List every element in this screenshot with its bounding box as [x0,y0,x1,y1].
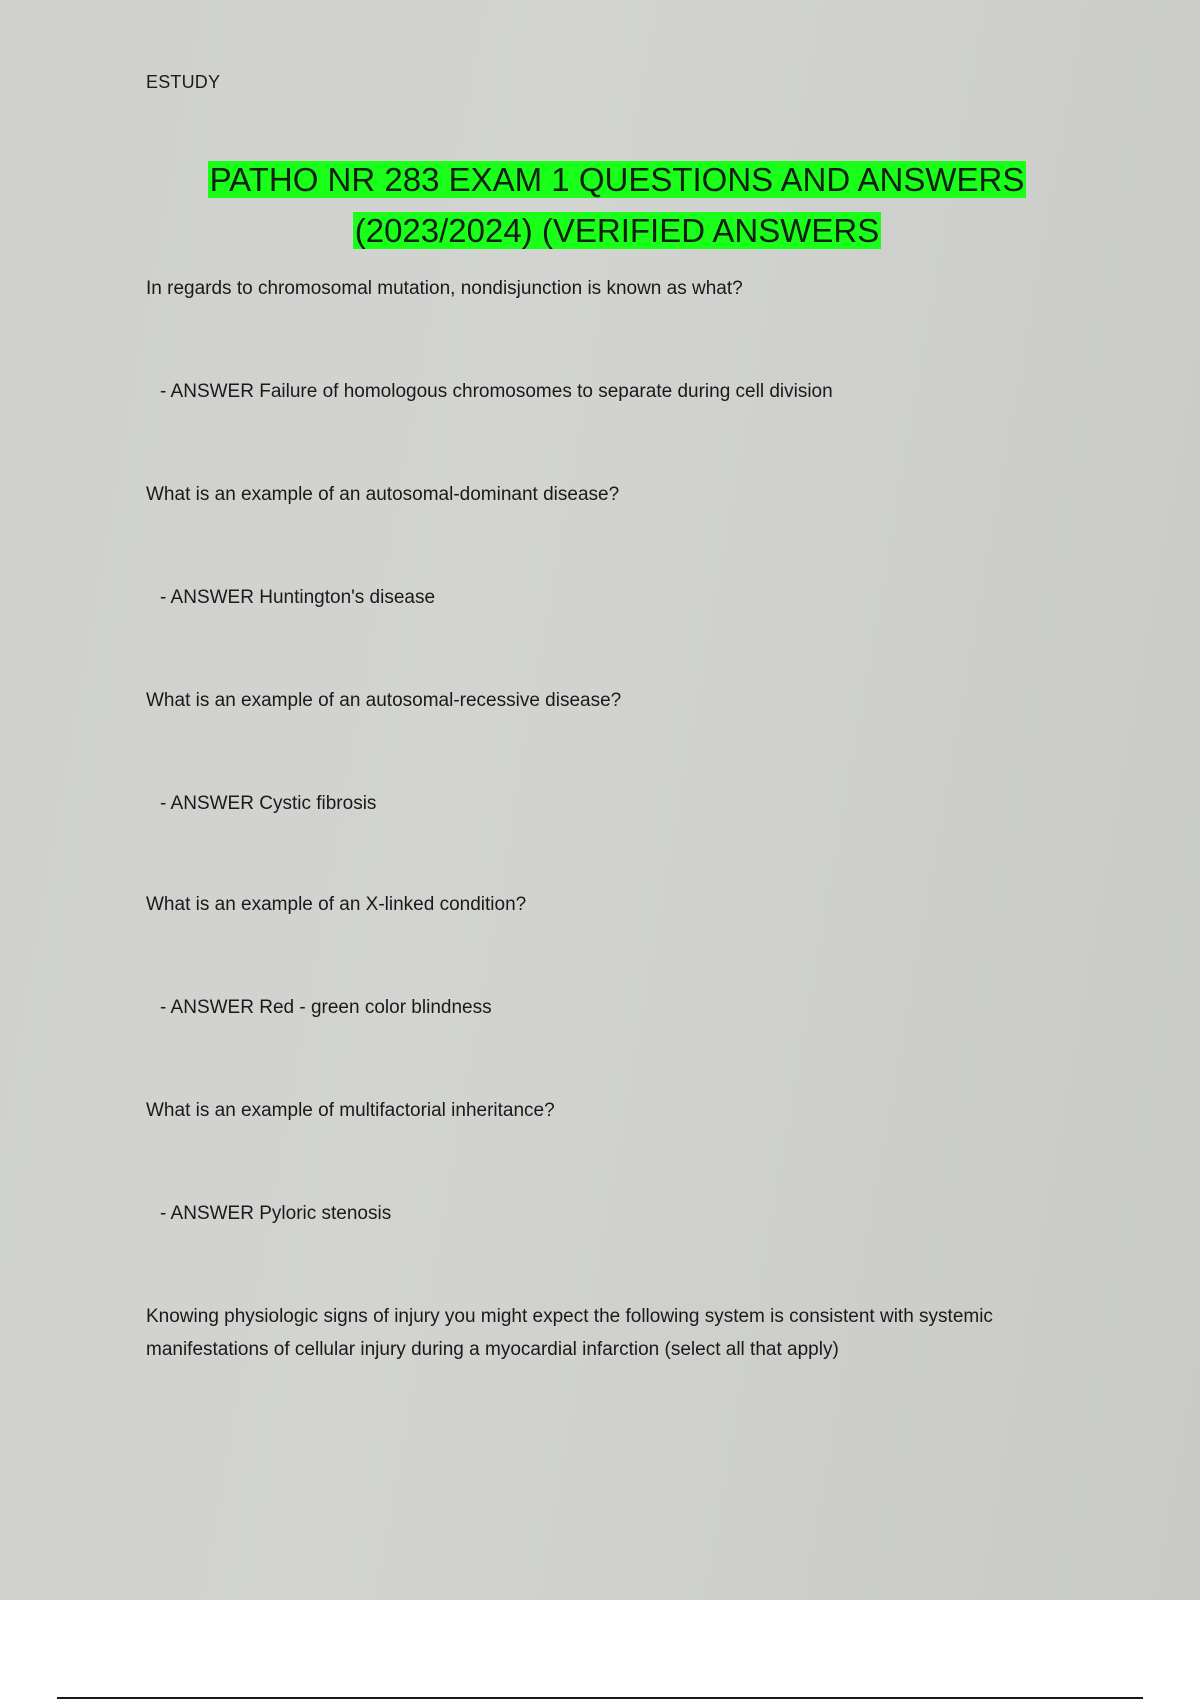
document-title [0,154,1200,256]
question-text: What is an example of an autosomal-dominant disease? [146,484,620,505]
answer-text: - ANSWER Red - green color blindness [160,997,492,1018]
question-text: What is an example of an X-linked condition? [146,894,527,915]
question-text: What is an example of an autosomal-recessive disease? [146,690,622,711]
answer-text: - ANSWER Failure of homologous chromosomes to separate during cell division [160,381,833,402]
title-line-1: PATHO NR 283 EXAM 1 QUESTIONS AND ANSWERS [209,161,1025,198]
header-label: ESTUDY [146,72,221,92]
answer-text: - ANSWER Pyloric stenosis [160,1203,392,1224]
question-text: In regards to chromosomal mutation, nondisjunction is known as what? [146,278,743,299]
question-text: Knowing physiologic signs of injury you might expect the following system is consistent with systemic manifestations of cellular injury during a myocardial infarction (select all that apply) [146,1306,993,1360]
question-text: What is an example of multifactorial inheritance? [146,1100,555,1121]
answer-text: - ANSWER Cystic fibrosis [160,793,377,814]
title-line-2: (2023/2024) (VERIFIED ANSWERS [354,212,880,249]
answer-text: - ANSWER Huntington's disease [160,587,436,608]
footer-divider [57,1697,1143,1699]
